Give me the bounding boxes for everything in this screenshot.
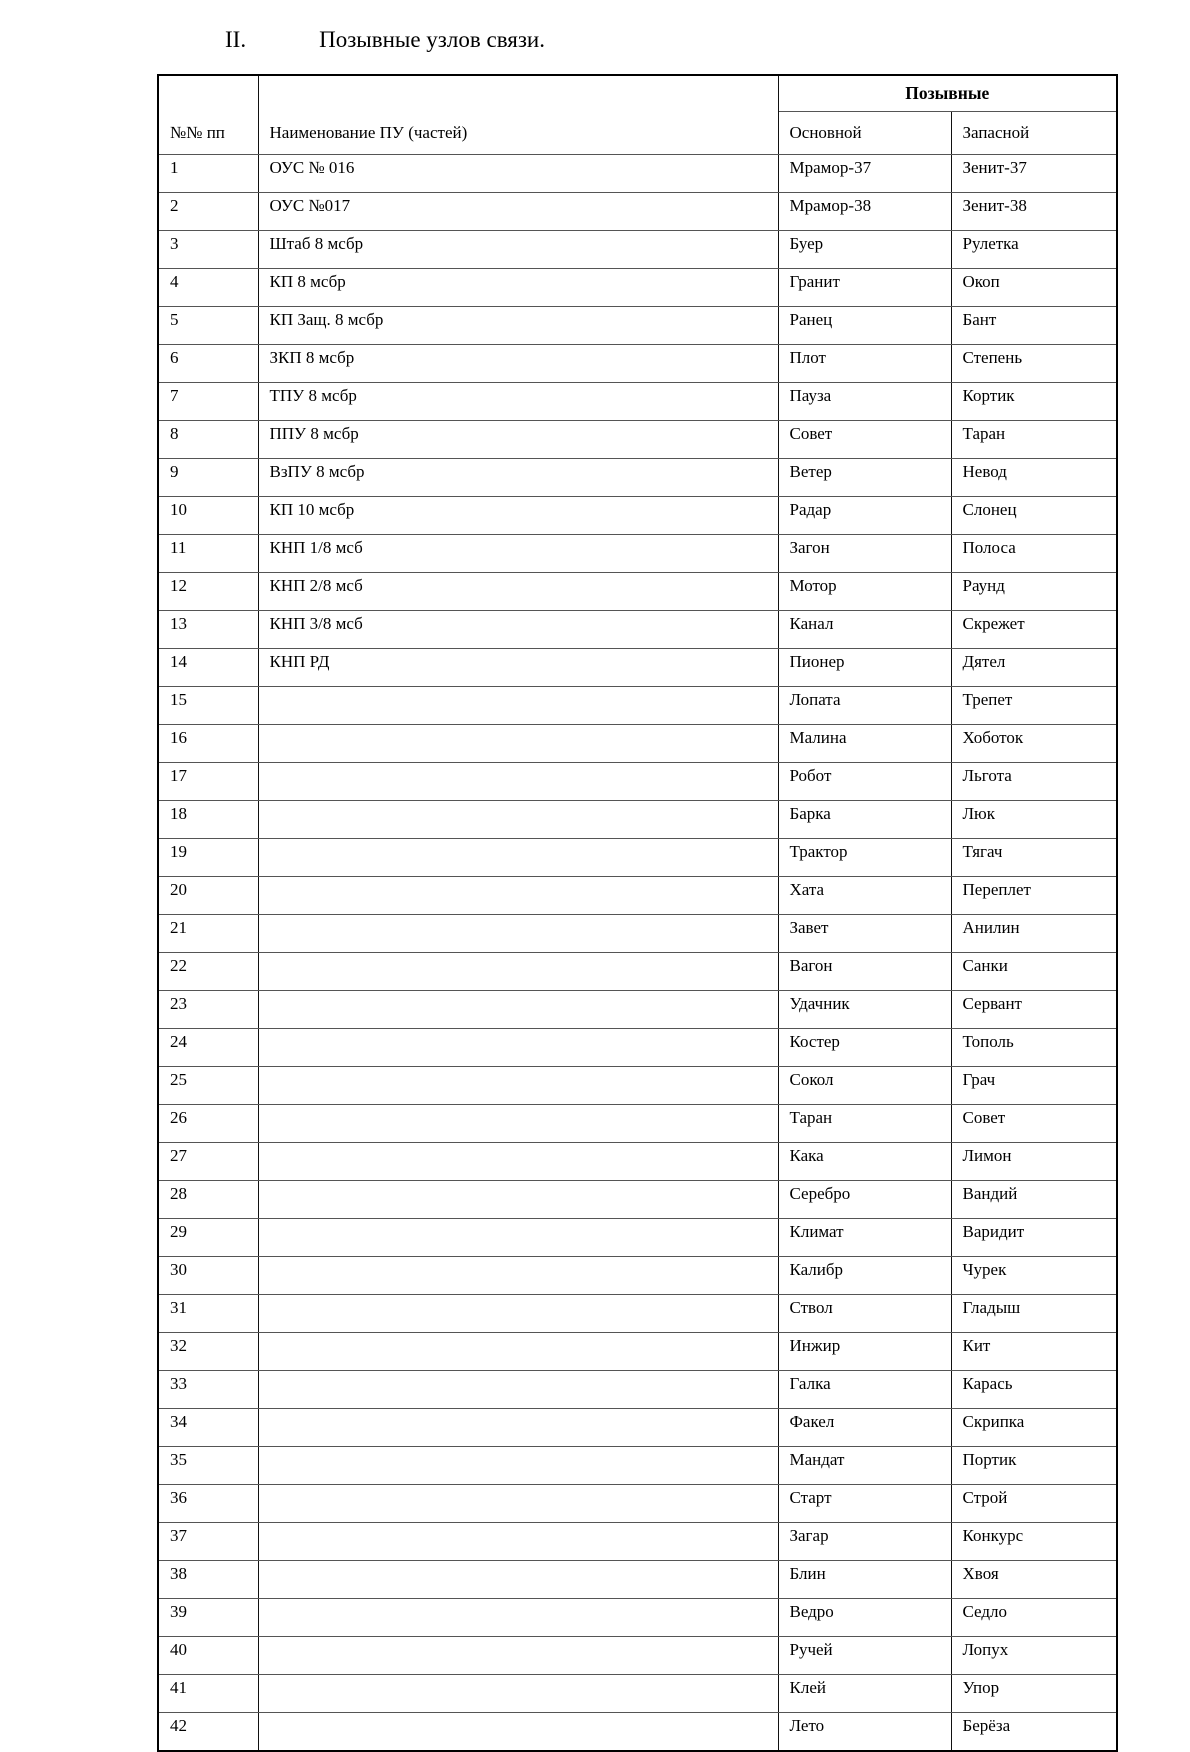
table-row [158, 459, 1117, 497]
main-callsign-cell: Загар [778, 1523, 951, 1561]
unit-name-cell [258, 1067, 778, 1105]
row-number-cell: 39 [158, 1599, 258, 1637]
unit-name-cell [258, 687, 778, 725]
unit-name-cell [258, 1447, 778, 1485]
reserve-callsign-cell: Невод [951, 459, 1117, 497]
main-callsign-cell: Ведро [778, 1599, 951, 1637]
reserve-callsign-cell: Конкурс [951, 1523, 1117, 1561]
table-row [158, 535, 1117, 573]
row-number-cell: 17 [158, 763, 258, 801]
reserve-callsign-cell: Строй [951, 1485, 1117, 1523]
reserve-callsign-cell: Варидит [951, 1219, 1117, 1257]
table-row [158, 383, 1117, 421]
reserve-callsign-cell: Тополь [951, 1029, 1117, 1067]
main-callsign-cell: Завет [778, 915, 951, 953]
row-number-cell: 1 [158, 155, 258, 193]
reserve-callsign-cell: Скрежет [951, 611, 1117, 649]
reserve-callsign-cell: Окоп [951, 269, 1117, 307]
section-title-text: Позывные узлов связи. [319, 27, 545, 52]
row-number-cell: 16 [158, 725, 258, 763]
row-number-cell: 32 [158, 1333, 258, 1371]
row-number-cell: 42 [158, 1713, 258, 1752]
col-header-number: №№ пп [158, 75, 258, 155]
table-row [158, 155, 1117, 193]
table-body [158, 155, 1117, 1752]
unit-name-cell: КНП 2/8 мсб [258, 573, 778, 611]
col-header-callsigns: Позывные [778, 75, 1117, 112]
table-row [158, 231, 1117, 269]
unit-name-cell [258, 1675, 778, 1713]
col-header-main-callsign: Основной [778, 112, 951, 155]
unit-name-cell: КП 10 мсбр [258, 497, 778, 535]
unit-name-cell [258, 1295, 778, 1333]
row-number-cell: 19 [158, 839, 258, 877]
reserve-callsign-cell: Хоботок [951, 725, 1117, 763]
reserve-callsign-cell: Гладыш [951, 1295, 1117, 1333]
row-number-cell: 35 [158, 1447, 258, 1485]
reserve-callsign-cell: Люк [951, 801, 1117, 839]
row-number-cell: 15 [158, 687, 258, 725]
unit-name-cell: КНП 3/8 мсб [258, 611, 778, 649]
reserve-callsign-cell: Льгота [951, 763, 1117, 801]
unit-name-cell: КП 8 мсбр [258, 269, 778, 307]
table-row [158, 839, 1117, 877]
unit-name-cell: КНП РД [258, 649, 778, 687]
table-row [158, 1485, 1117, 1523]
callsigns-table [157, 74, 1118, 1752]
table-row [158, 345, 1117, 383]
reserve-callsign-cell: Тягач [951, 839, 1117, 877]
main-callsign-cell: Загон [778, 535, 951, 573]
main-callsign-cell: Удачник [778, 991, 951, 1029]
table-row [158, 497, 1117, 535]
unit-name-cell [258, 1029, 778, 1067]
main-callsign-cell: Ручей [778, 1637, 951, 1675]
main-callsign-cell: Климат [778, 1219, 951, 1257]
reserve-callsign-cell: Бант [951, 307, 1117, 345]
reserve-callsign-cell: Дятел [951, 649, 1117, 687]
row-number-cell: 22 [158, 953, 258, 991]
unit-name-cell [258, 801, 778, 839]
row-number-cell: 4 [158, 269, 258, 307]
main-callsign-cell: Пионер [778, 649, 951, 687]
table-row [158, 269, 1117, 307]
table-row [158, 687, 1117, 725]
table-row [158, 763, 1117, 801]
table-row [158, 307, 1117, 345]
table-row [158, 1523, 1117, 1561]
unit-name-cell: КНП 1/8 мсб [258, 535, 778, 573]
table-row [158, 1105, 1117, 1143]
unit-name-cell [258, 915, 778, 953]
table-header [158, 75, 1117, 155]
main-callsign-cell: Мандат [778, 1447, 951, 1485]
table-row [158, 801, 1117, 839]
reserve-callsign-cell: Рулетка [951, 231, 1117, 269]
reserve-callsign-cell: Анилин [951, 915, 1117, 953]
unit-name-cell: ОУС №017 [258, 193, 778, 231]
row-number-cell: 30 [158, 1257, 258, 1295]
unit-name-cell [258, 1409, 778, 1447]
reserve-callsign-cell: Переплет [951, 877, 1117, 915]
unit-name-cell [258, 1181, 778, 1219]
reserve-callsign-cell: Лимон [951, 1143, 1117, 1181]
table-row [158, 1181, 1117, 1219]
reserve-callsign-cell: Трепет [951, 687, 1117, 725]
main-callsign-cell: Робот [778, 763, 951, 801]
main-callsign-cell: Факел [778, 1409, 951, 1447]
table-row [158, 1637, 1117, 1675]
main-callsign-cell: Канал [778, 611, 951, 649]
table-row [158, 1295, 1117, 1333]
row-number-cell: 34 [158, 1409, 258, 1447]
table-row [158, 877, 1117, 915]
reserve-callsign-cell: Упор [951, 1675, 1117, 1713]
table-row [158, 915, 1117, 953]
table-row [158, 1675, 1117, 1713]
row-number-cell: 37 [158, 1523, 258, 1561]
row-number-cell: 23 [158, 991, 258, 1029]
row-number-cell: 14 [158, 649, 258, 687]
unit-name-cell [258, 1371, 778, 1409]
unit-name-cell [258, 839, 778, 877]
reserve-callsign-cell: Раунд [951, 573, 1117, 611]
row-number-cell: 26 [158, 1105, 258, 1143]
row-number-cell: 5 [158, 307, 258, 345]
main-callsign-cell: Буер [778, 231, 951, 269]
reserve-callsign-cell: Степень [951, 345, 1117, 383]
main-callsign-cell: Лопата [778, 687, 951, 725]
reserve-callsign-cell: Хвоя [951, 1561, 1117, 1599]
unit-name-cell [258, 953, 778, 991]
row-number-cell: 41 [158, 1675, 258, 1713]
row-number-cell: 12 [158, 573, 258, 611]
reserve-callsign-cell: Скрипка [951, 1409, 1117, 1447]
reserve-callsign-cell: Седло [951, 1599, 1117, 1637]
table-row [158, 991, 1117, 1029]
reserve-callsign-cell: Карась [951, 1371, 1117, 1409]
main-callsign-cell: Ствол [778, 1295, 951, 1333]
main-callsign-cell: Галка [778, 1371, 951, 1409]
row-number-cell: 21 [158, 915, 258, 953]
reserve-callsign-cell: Берёза [951, 1713, 1117, 1752]
unit-name-cell [258, 1713, 778, 1752]
table-row [158, 193, 1117, 231]
header-row-group [158, 75, 1117, 112]
main-callsign-cell: Радар [778, 497, 951, 535]
reserve-callsign-cell: Полоса [951, 535, 1117, 573]
main-callsign-cell: Кака [778, 1143, 951, 1181]
table-row [158, 1447, 1117, 1485]
row-number-cell: 27 [158, 1143, 258, 1181]
unit-name-cell [258, 1637, 778, 1675]
main-callsign-cell: Блин [778, 1561, 951, 1599]
reserve-callsign-cell: Зенит-37 [951, 155, 1117, 193]
table-row [158, 1561, 1117, 1599]
main-callsign-cell: Таран [778, 1105, 951, 1143]
row-number-cell: 8 [158, 421, 258, 459]
unit-name-cell [258, 1257, 778, 1295]
reserve-callsign-cell: Слонец [951, 497, 1117, 535]
reserve-callsign-cell: Таран [951, 421, 1117, 459]
unit-name-cell: ЗКП 8 мсбр [258, 345, 778, 383]
main-callsign-cell: Пауза [778, 383, 951, 421]
reserve-callsign-cell: Кит [951, 1333, 1117, 1371]
unit-name-cell [258, 991, 778, 1029]
table-row [158, 1143, 1117, 1181]
unit-name-cell [258, 1143, 778, 1181]
main-callsign-cell: Калибр [778, 1257, 951, 1295]
row-number-cell: 13 [158, 611, 258, 649]
unit-name-cell [258, 1333, 778, 1371]
main-callsign-cell: Трактор [778, 839, 951, 877]
table-row [158, 649, 1117, 687]
main-callsign-cell: Малина [778, 725, 951, 763]
table-row [158, 1371, 1117, 1409]
table-row [158, 1067, 1117, 1105]
unit-name-cell: КП Защ. 8 мсбр [258, 307, 778, 345]
row-number-cell: 40 [158, 1637, 258, 1675]
main-callsign-cell: Барка [778, 801, 951, 839]
reserve-callsign-cell: Вандий [951, 1181, 1117, 1219]
unit-name-cell [258, 877, 778, 915]
main-callsign-cell: Ветер [778, 459, 951, 497]
row-number-cell: 33 [158, 1371, 258, 1409]
main-callsign-cell: Мрамор-37 [778, 155, 951, 193]
main-callsign-cell: Хата [778, 877, 951, 915]
col-header-reserve-callsign: Запасной [951, 112, 1117, 155]
table-row [158, 421, 1117, 459]
unit-name-cell: ППУ 8 мсбр [258, 421, 778, 459]
table-row [158, 1599, 1117, 1637]
main-callsign-cell: Гранит [778, 269, 951, 307]
row-number-cell: 9 [158, 459, 258, 497]
reserve-callsign-cell: Зенит-38 [951, 193, 1117, 231]
reserve-callsign-cell: Кортик [951, 383, 1117, 421]
reserve-callsign-cell: Санки [951, 953, 1117, 991]
main-callsign-cell: Серебро [778, 1181, 951, 1219]
row-number-cell: 6 [158, 345, 258, 383]
unit-name-cell [258, 725, 778, 763]
row-number-cell: 25 [158, 1067, 258, 1105]
row-number-cell: 28 [158, 1181, 258, 1219]
main-callsign-cell: Клей [778, 1675, 951, 1713]
main-callsign-cell: Старт [778, 1485, 951, 1523]
table-row [158, 1257, 1117, 1295]
unit-name-cell [258, 1523, 778, 1561]
col-header-unit-name: Наименование ПУ (частей) [258, 75, 778, 155]
main-callsign-cell: Совет [778, 421, 951, 459]
row-number-cell: 29 [158, 1219, 258, 1257]
table-row [158, 611, 1117, 649]
section-numeral: II. [225, 27, 247, 52]
reserve-callsign-cell: Лопух [951, 1637, 1117, 1675]
row-number-cell: 10 [158, 497, 258, 535]
main-callsign-cell: Ранец [778, 307, 951, 345]
reserve-callsign-cell: Совет [951, 1105, 1117, 1143]
unit-name-cell: ТПУ 8 мсбр [258, 383, 778, 421]
row-number-cell: 2 [158, 193, 258, 231]
row-number-cell: 31 [158, 1295, 258, 1333]
row-number-cell: 24 [158, 1029, 258, 1067]
main-callsign-cell: Лето [778, 1713, 951, 1752]
reserve-callsign-cell: Сервант [951, 991, 1117, 1029]
unit-name-cell [258, 763, 778, 801]
table-row [158, 1029, 1117, 1067]
row-number-cell: 38 [158, 1561, 258, 1599]
table-row [158, 1713, 1117, 1752]
table-row [158, 953, 1117, 991]
unit-name-cell [258, 1599, 778, 1637]
row-number-cell: 11 [158, 535, 258, 573]
row-number-cell: 18 [158, 801, 258, 839]
table-row [158, 1333, 1117, 1371]
main-callsign-cell: Костер [778, 1029, 951, 1067]
table-row [158, 1409, 1117, 1447]
main-callsign-cell: Мрамор-38 [778, 193, 951, 231]
unit-name-cell: ВзПУ 8 мсбр [258, 459, 778, 497]
main-callsign-cell: Инжир [778, 1333, 951, 1371]
main-callsign-cell: Сокол [778, 1067, 951, 1105]
row-number-cell: 7 [158, 383, 258, 421]
reserve-callsign-cell: Грач [951, 1067, 1117, 1105]
unit-name-cell [258, 1561, 778, 1599]
main-callsign-cell: Вагон [778, 953, 951, 991]
row-number-cell: 20 [158, 877, 258, 915]
table-row [158, 725, 1117, 763]
reserve-callsign-cell: Портик [951, 1447, 1117, 1485]
reserve-callsign-cell: Чурек [951, 1257, 1117, 1295]
unit-name-cell [258, 1105, 778, 1143]
unit-name-cell [258, 1219, 778, 1257]
section-title [225, 27, 1190, 53]
row-number-cell: 36 [158, 1485, 258, 1523]
unit-name-cell [258, 1485, 778, 1523]
table-row [158, 1219, 1117, 1257]
row-number-cell: 3 [158, 231, 258, 269]
main-callsign-cell: Мотор [778, 573, 951, 611]
unit-name-cell: ОУС № 016 [258, 155, 778, 193]
table-row [158, 573, 1117, 611]
unit-name-cell: Штаб 8 мсбр [258, 231, 778, 269]
main-callsign-cell: Плот [778, 345, 951, 383]
